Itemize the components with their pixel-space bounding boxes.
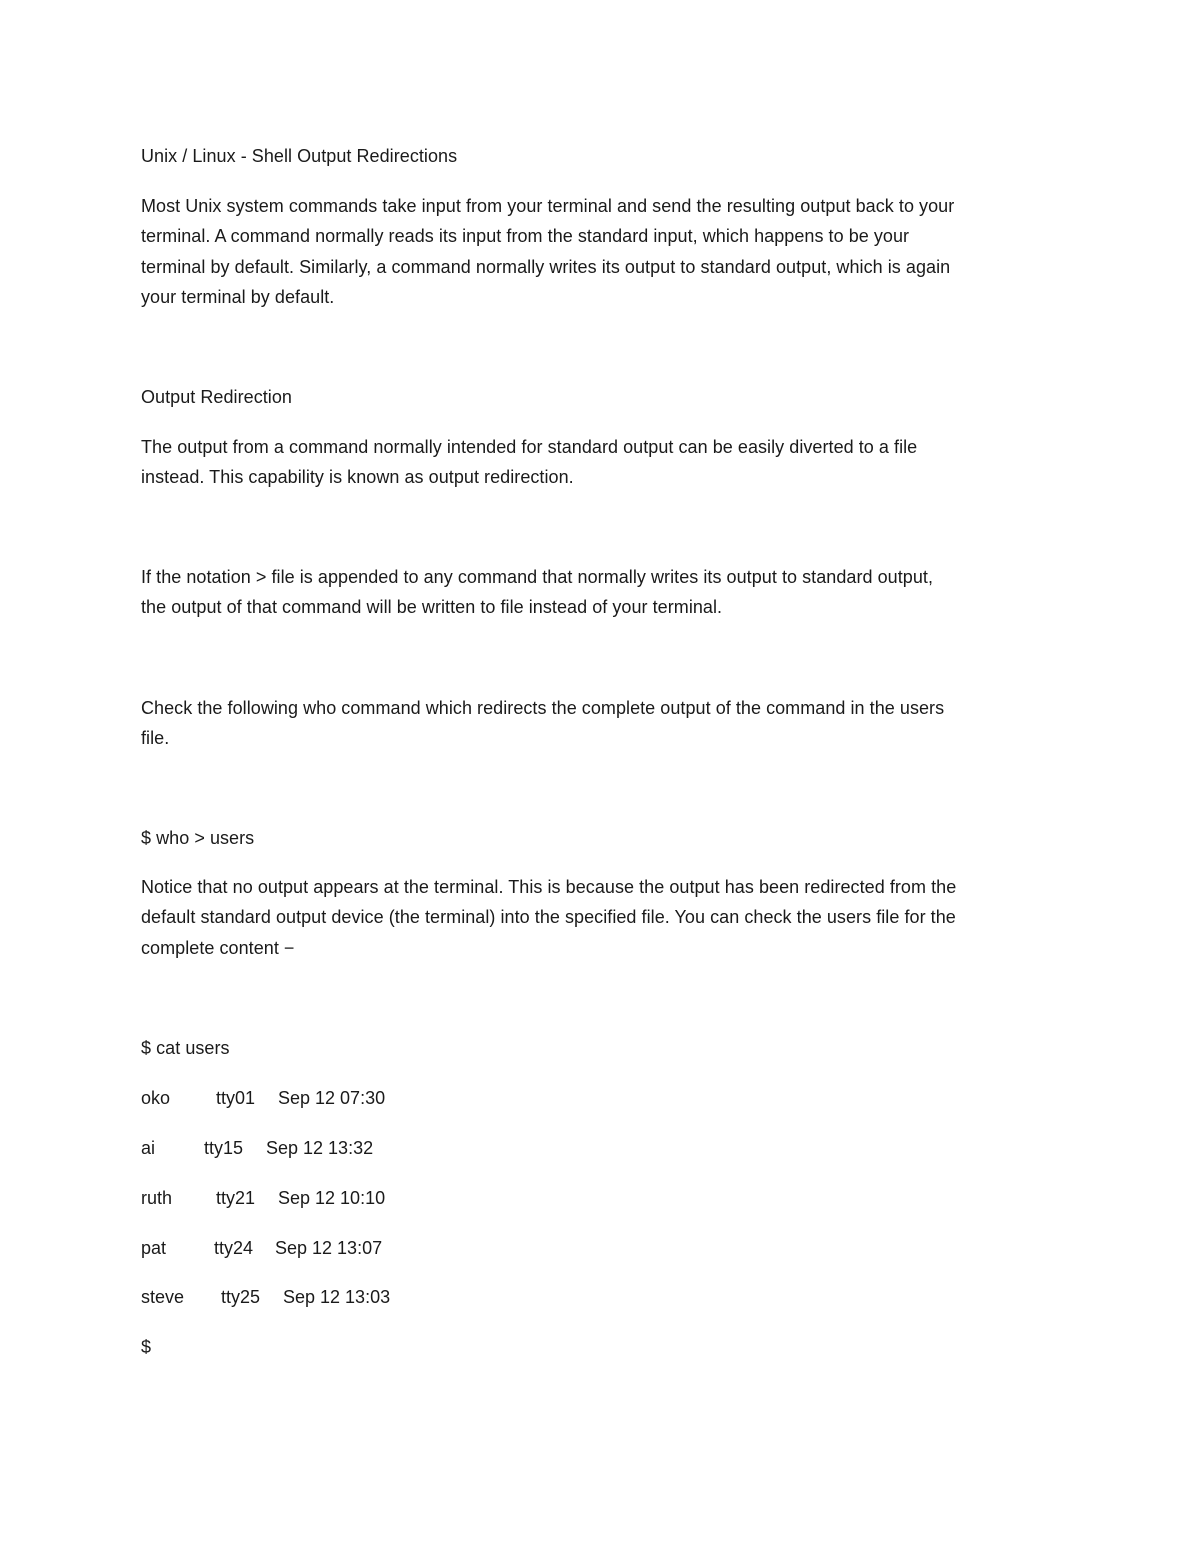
user-time: Sep 12 13:03 [283, 1287, 391, 1307]
user-time: Sep 12 07:30 [278, 1088, 386, 1108]
section-para-line: instead. This capability is known as output redirection. [141, 467, 574, 487]
user-time: Sep 12 13:32 [266, 1138, 374, 1158]
intro-line: Most Unix system commands take input from your terminal and send the resulting output back to your [141, 196, 955, 216]
notation-para-line: If the notation > file is appended to any command that normally writes its output to standard output, [141, 567, 934, 587]
user-time: Sep 12 10:10 [278, 1188, 386, 1208]
section-heading: Output Redirection [141, 387, 292, 407]
final-prompt: $ [141, 1337, 152, 1357]
who-command: $ who > users [141, 828, 255, 848]
user-tty: tty24 [214, 1238, 254, 1258]
user-time: Sep 12 13:07 [275, 1238, 383, 1258]
notice-para-line: Notice that no output appears at the terminal. This is because the output has been redirected from the [141, 877, 957, 897]
cat-command: $ cat users [141, 1038, 230, 1058]
user-tty: tty15 [204, 1138, 244, 1158]
user-tty: tty25 [221, 1287, 261, 1307]
notice-para-line: complete content − [141, 938, 295, 958]
intro-line: terminal. A command normally reads its input from the standard input, which happens to be your [141, 226, 910, 246]
check-para-line: file. [141, 728, 170, 748]
user-name: oko [141, 1088, 171, 1108]
user-name: ruth [141, 1188, 173, 1208]
intro-line: terminal by default. Similarly, a command normally writes its output to standard output, which is again [141, 257, 951, 277]
user-name: ai [141, 1138, 156, 1158]
check-para-line: Check the following who command which redirects the complete output of the command in the users [141, 698, 945, 718]
user-name: pat [141, 1238, 167, 1258]
user-name: steve [141, 1287, 185, 1307]
section-para-line: The output from a command normally intended for standard output can be easily diverted to a file [141, 437, 918, 457]
notation-para-line: the output of that command will be written to file instead of your terminal. [141, 597, 723, 617]
intro-line: your terminal by default. [141, 287, 335, 307]
user-tty: tty01 [216, 1088, 256, 1108]
user-tty: tty21 [216, 1188, 256, 1208]
document-title: Unix / Linux - Shell Output Redirections [141, 146, 458, 166]
notice-para-line: default standard output device (the terminal) into the specified file. You can check the users file for the [141, 907, 956, 927]
